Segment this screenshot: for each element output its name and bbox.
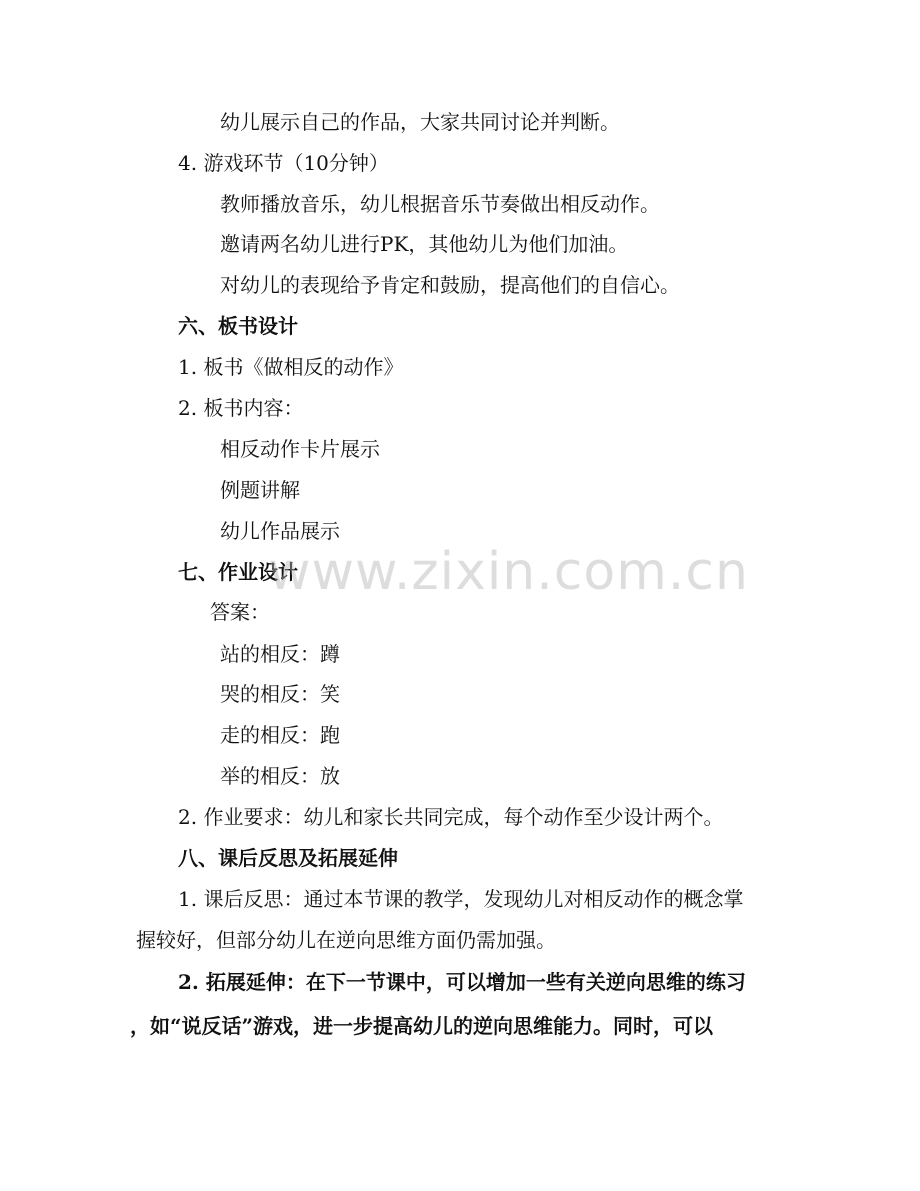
text-line: 邀请两名幼儿进行PK，其他幼儿为他们加油。: [220, 232, 629, 256]
text-line: 对幼儿的表现给予肯定和鼓励，提高他们的自信心。: [220, 273, 680, 297]
text-line: 例题讲解: [220, 478, 300, 502]
text-line: 答案：: [210, 600, 270, 624]
list-item: 1. 课后反思：通过本节课的教学，发现幼儿对相反动作的概念掌: [178, 887, 744, 911]
text-line: 幼儿作品展示: [220, 519, 340, 543]
section-heading: 七、作业设计: [178, 560, 298, 584]
text-line: 幼儿展示自己的作品，大家共同讨论并判断。: [220, 110, 620, 134]
list-item: 2. 板书内容：: [178, 396, 304, 420]
text-line: 握较好，但部分幼儿在逆向思维方面仍需加强。: [136, 928, 556, 952]
text-line: 走的相反：跑: [220, 723, 340, 747]
list-item: 4. 游戏环节（10分钟）: [178, 151, 389, 175]
text-line: 举的相反：放: [220, 764, 340, 788]
list-item: 2. 拓展延伸：在下一节课中，可以增加一些有关逆向思维的练习: [178, 970, 746, 994]
text-line: 教师播放音乐，幼儿根据音乐节奏做出相反动作。: [220, 192, 660, 216]
section-heading: 八、课后反思及拓展延伸: [178, 846, 398, 870]
text-line: ，如“说反话”游戏，进一步提高幼儿的逆向思维能力。同时，可以: [130, 1014, 714, 1038]
text-line: 相反动作卡片展示: [220, 437, 380, 461]
section-heading: 六、板书设计: [178, 314, 298, 338]
list-item: 2. 作业要求：幼儿和家长共同完成，每个动作至少设计两个。: [178, 805, 724, 829]
list-item: 1. 板书《做相反的动作》: [178, 355, 404, 379]
text-line: 哭的相反：笑: [220, 682, 340, 706]
text-line: 站的相反：蹲: [220, 642, 340, 666]
watermark: www.zixin.com.cn: [268, 542, 749, 602]
